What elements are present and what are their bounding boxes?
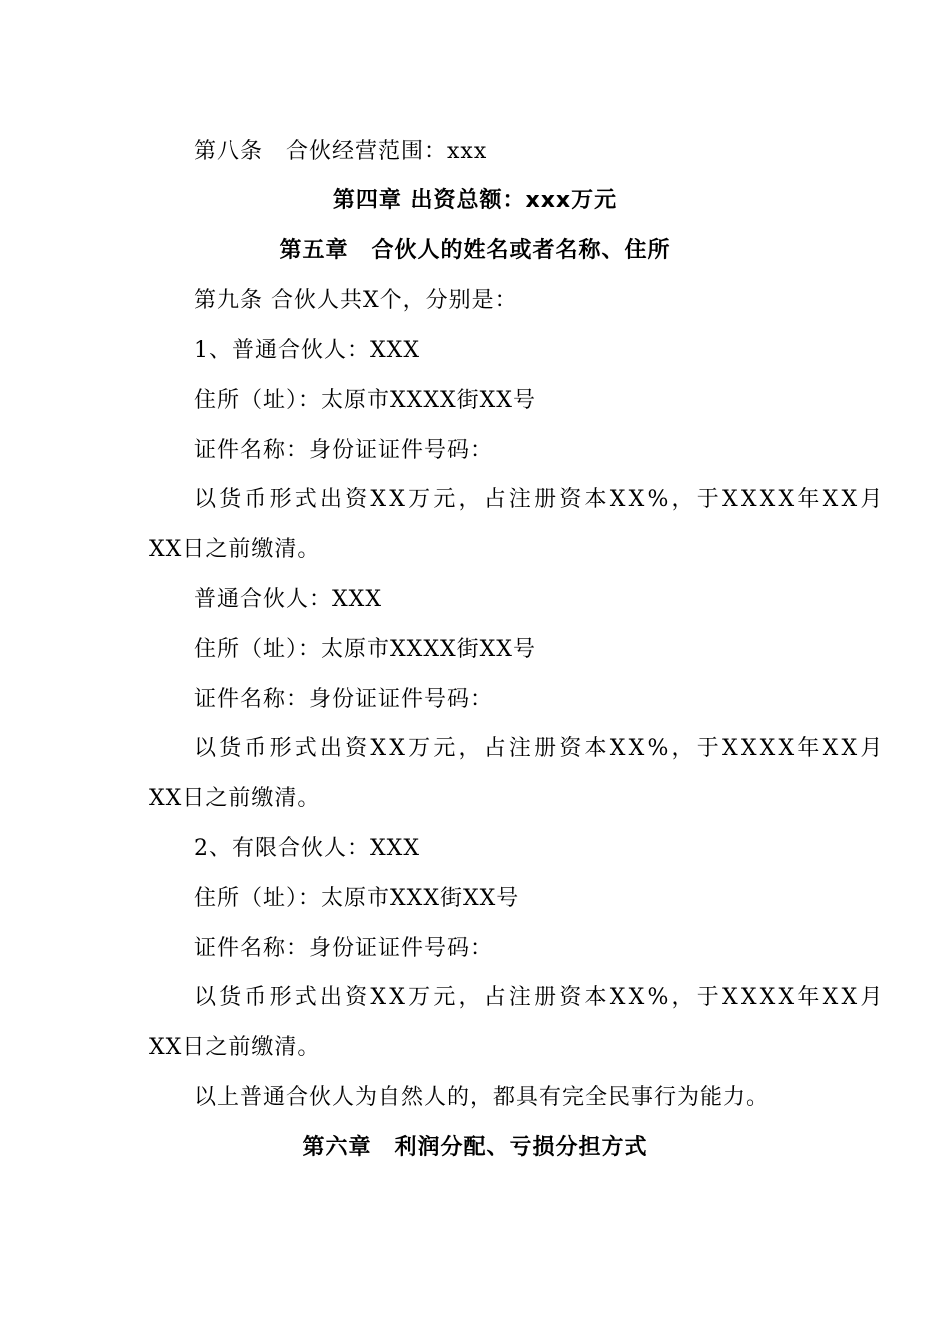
limited-partner-id: 证件名称：身份证证件号码： (194, 936, 494, 961)
article-8-scope: 第八条 合伙经营范围：xxx (194, 139, 488, 164)
general-partner-2-contribution-cont: XX日之前缴清。 (149, 786, 321, 811)
chapter-4-heading: 第四章 出资总额：xxx万元 (332, 188, 618, 213)
general-partner-2-name: 普通合伙人：XXX (194, 587, 382, 612)
article-9-partners: 第九条 合伙人共X个，分别是： (194, 288, 518, 313)
general-partner-1-id: 证件名称：身份证证件号码： (194, 438, 494, 463)
limited-partner-address: 住所（址）：太原市XXX街XX号 (194, 886, 520, 911)
chapter-5-heading: 第五章 合伙人的姓名或者名称、住所 (279, 238, 671, 263)
general-partner-1-address: 住所（址）：太原市XXXX街XX号 (194, 388, 536, 413)
general-partner-2-address: 住所（址）：太原市XXXX街XX号 (194, 637, 536, 662)
limited-partner-contribution-cont: XX日之前缴清。 (149, 1035, 321, 1060)
general-partner-2-id: 证件名称：身份证证件号码： (194, 687, 494, 712)
chapter-6-heading: 第六章 利润分配、亏损分担方式 (302, 1135, 648, 1160)
limited-partner-contribution: 以货币形式出资XX万元，占注册资本XX%，于XXXX年XX月 (194, 985, 886, 1010)
general-partner-2-contribution: 以货币形式出资XX万元，占注册资本XX%，于XXXX年XX月 (194, 736, 886, 761)
general-partner-1-contribution: 以货币形式出资XX万元，占注册资本XX%，于XXXX年XX月 (194, 487, 886, 512)
general-partner-1-name: 1、普通合伙人：XXX (194, 338, 420, 363)
limited-partner-name: 2、有限合伙人：XXX (194, 836, 420, 861)
capacity-statement: 以上普通合伙人为自然人的，都具有完全民事行为能力。 (194, 1085, 770, 1110)
general-partner-1-contribution-cont: XX日之前缴清。 (149, 537, 321, 562)
